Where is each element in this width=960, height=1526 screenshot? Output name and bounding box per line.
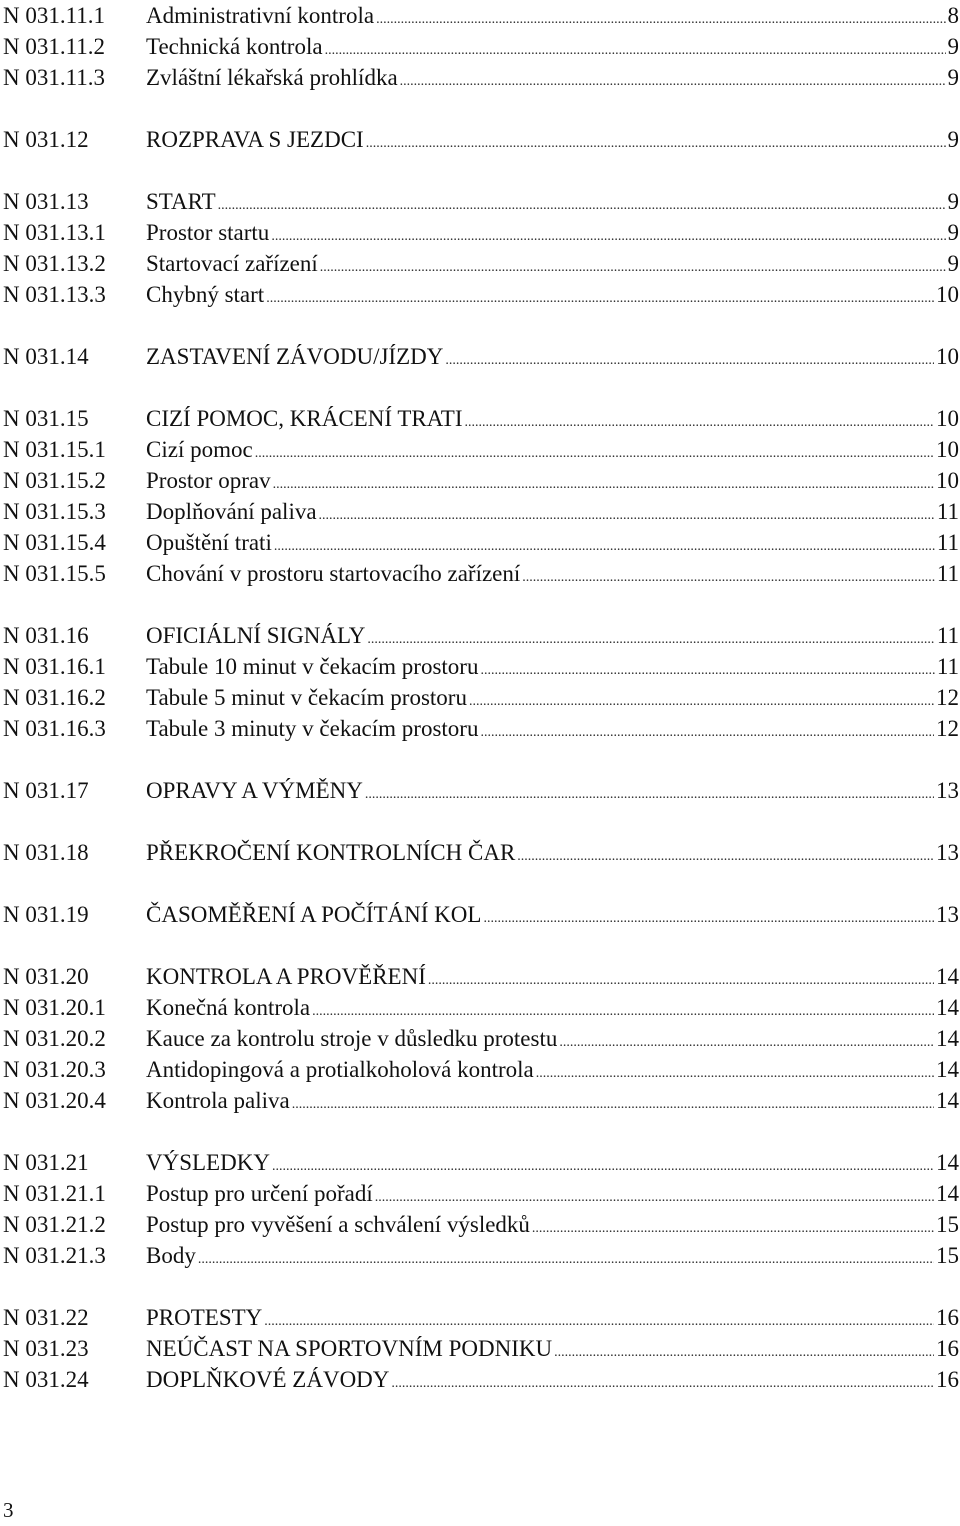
toc-entry-page: 16 bbox=[936, 1305, 959, 1330]
dot-leader bbox=[366, 128, 946, 159]
toc-entry-page: 16 bbox=[936, 1367, 959, 1392]
toc-entry-title: Opuštění trati bbox=[146, 530, 272, 555]
toc-entry-page: 11 bbox=[936, 530, 959, 555]
toc-entry-page: 14 bbox=[936, 1057, 959, 1082]
toc-entry[interactable] bbox=[3, 1364, 959, 1395]
toc-entry-page: 11 bbox=[936, 654, 959, 679]
toc-entry-title: Prostor oprav bbox=[146, 468, 271, 493]
toc-entry-title: PROTESTY bbox=[146, 1305, 263, 1330]
toc-entry-page: 12 bbox=[936, 716, 959, 741]
toc-entry-number: N 031.15.5 bbox=[3, 561, 106, 586]
toc-entry-title: NEÚČAST NA SPORTOVNÍM PODNIKU bbox=[146, 1336, 553, 1361]
toc-entry-title: Tabule 10 minut v čekacím prostoru bbox=[146, 654, 479, 679]
toc-entry-title: Postup pro vyvěšení a schválení výsledků bbox=[146, 1212, 530, 1237]
dot-leader bbox=[517, 841, 934, 872]
toc-entry[interactable] bbox=[3, 527, 959, 558]
toc-entry-title: Konečná kontrola bbox=[146, 995, 311, 1020]
toc-entry-title: PŘEKROČENÍ KONTROLNÍCH ČAR bbox=[146, 840, 516, 865]
toc-entry-title: ZASTAVENÍ ZÁVODU/JÍZDY bbox=[146, 344, 444, 369]
toc-entry-title: Chování v prostoru startovacího zařízení bbox=[146, 561, 521, 586]
toc-entry[interactable] bbox=[3, 496, 959, 527]
toc-group bbox=[3, 0, 959, 93]
toc-entry-title: Administrativní kontrola bbox=[146, 3, 375, 28]
dot-leader bbox=[400, 66, 946, 97]
dot-leader bbox=[536, 1058, 934, 1089]
dot-leader bbox=[445, 345, 934, 376]
toc-entry-page: 14 bbox=[936, 995, 959, 1020]
toc-entry-page: 14 bbox=[936, 1181, 959, 1206]
toc-entry-page: 14 bbox=[936, 1088, 959, 1113]
toc-entry[interactable] bbox=[3, 465, 959, 496]
toc-entry-number: N 031.20.3 bbox=[3, 1057, 106, 1082]
toc-entry-page: 13 bbox=[936, 778, 959, 803]
toc-entry[interactable] bbox=[3, 186, 959, 217]
dot-leader bbox=[428, 965, 934, 996]
toc-entry[interactable] bbox=[3, 899, 959, 930]
toc-entry-title: Doplňování paliva bbox=[146, 499, 317, 524]
toc-entry-number: N 031.15.1 bbox=[3, 437, 106, 462]
toc-entry-number: N 031.11.3 bbox=[3, 65, 106, 90]
toc-entry-page: 9 bbox=[947, 189, 959, 214]
dot-leader bbox=[522, 562, 935, 593]
toc-entry-page: 10 bbox=[936, 344, 959, 369]
toc-entry-title: Cizí pomoc bbox=[146, 437, 253, 462]
toc-entry[interactable] bbox=[3, 62, 959, 93]
toc-entry[interactable] bbox=[3, 1209, 959, 1240]
dot-leader bbox=[483, 903, 934, 934]
toc-entry-number: N 031.24 bbox=[3, 1367, 89, 1392]
toc-entry-number: N 031.13 bbox=[3, 189, 89, 214]
dot-leader bbox=[198, 1244, 934, 1275]
toc-group bbox=[3, 961, 959, 1116]
toc-entry-page: 9 bbox=[947, 34, 959, 59]
toc-entry[interactable] bbox=[3, 0, 959, 31]
toc-entry-number: N 031.18 bbox=[3, 840, 89, 865]
toc-entry-page: 14 bbox=[936, 964, 959, 989]
dot-leader bbox=[480, 655, 934, 686]
toc-entry-number: N 031.20.4 bbox=[3, 1088, 106, 1113]
toc-entry-page: 11 bbox=[936, 561, 959, 586]
toc-entry[interactable] bbox=[3, 992, 959, 1023]
toc-entry-number: N 031.15 bbox=[3, 406, 89, 431]
toc-entry-number: N 031.15.4 bbox=[3, 530, 106, 555]
dot-leader bbox=[320, 252, 946, 283]
toc-entry[interactable] bbox=[3, 248, 959, 279]
dot-leader bbox=[391, 1368, 934, 1399]
toc-entry-number: N 031.19 bbox=[3, 902, 89, 927]
toc-entry-page: 10 bbox=[936, 468, 959, 493]
dot-leader bbox=[218, 190, 946, 221]
toc-entry[interactable] bbox=[3, 341, 959, 372]
dot-leader bbox=[376, 4, 945, 35]
toc-entry-title: OFICIÁLNÍ SIGNÁLY bbox=[146, 623, 366, 648]
toc-entry-number: N 031.11.1 bbox=[3, 3, 106, 28]
toc-entry-title: Kontrola paliva bbox=[146, 1088, 290, 1113]
toc-entry[interactable] bbox=[3, 961, 959, 992]
toc-group bbox=[3, 124, 959, 155]
dot-leader bbox=[292, 1089, 934, 1120]
toc-entry-page: 12 bbox=[936, 685, 959, 710]
toc-entry-number: N 031.15.2 bbox=[3, 468, 106, 493]
toc-entry-title: KONTROLA A PROVĚŘENÍ bbox=[146, 964, 426, 989]
toc-entry-page: 16 bbox=[936, 1336, 959, 1361]
toc-entry-title: Tabule 5 minut v čekacím prostoru bbox=[146, 685, 467, 710]
toc-entry-number: N 031.13.2 bbox=[3, 251, 106, 276]
toc-entry[interactable] bbox=[3, 1147, 959, 1178]
toc-group bbox=[3, 403, 959, 589]
toc-entry-number: N 031.21.1 bbox=[3, 1181, 106, 1206]
toc-entry-number: N 031.22 bbox=[3, 1305, 89, 1330]
toc-entry-number: N 031.13.3 bbox=[3, 282, 106, 307]
toc-entry[interactable] bbox=[3, 1333, 959, 1364]
toc-entry-number: N 031.11.2 bbox=[3, 34, 106, 59]
toc-entry-page: 15 bbox=[936, 1212, 959, 1237]
toc-entry-page: 15 bbox=[936, 1243, 959, 1268]
toc-entry-number: N 031.20 bbox=[3, 964, 89, 989]
toc-entry[interactable] bbox=[3, 1240, 959, 1271]
dot-leader bbox=[480, 717, 934, 748]
toc-entry-title: Body bbox=[146, 1243, 196, 1268]
dot-leader bbox=[325, 35, 946, 66]
toc-entry[interactable] bbox=[3, 1178, 959, 1209]
toc-entry-page: 9 bbox=[947, 65, 959, 90]
toc-entry-title: CIZÍ POMOC, KRÁCENÍ TRATI bbox=[146, 406, 463, 431]
toc-entry[interactable] bbox=[3, 620, 959, 651]
toc-entry[interactable] bbox=[3, 713, 959, 744]
toc-group bbox=[3, 620, 959, 744]
toc-group bbox=[3, 837, 959, 868]
toc-entry-title: START bbox=[146, 189, 216, 214]
toc-entry[interactable] bbox=[3, 837, 959, 868]
toc-entry-title: Postup pro určení pořadí bbox=[146, 1181, 373, 1206]
toc-entry[interactable] bbox=[3, 558, 959, 589]
toc-entry-page: 11 bbox=[936, 499, 959, 524]
toc-entry-page: 9 bbox=[947, 220, 959, 245]
toc-entry[interactable] bbox=[3, 775, 959, 806]
toc-entry-page: 14 bbox=[936, 1150, 959, 1175]
toc-group bbox=[3, 1302, 959, 1395]
toc-entry-page: 10 bbox=[936, 406, 959, 431]
toc-entry-title: Zvláštní lékařská prohlídka bbox=[146, 65, 398, 90]
toc-entry-page: 9 bbox=[947, 251, 959, 276]
toc-entry[interactable] bbox=[3, 1023, 959, 1054]
toc-entry-number: N 031.16.2 bbox=[3, 685, 106, 710]
toc-entry-title: OPRAVY A VÝMĚNY bbox=[146, 778, 363, 803]
toc-entry-page: 9 bbox=[947, 127, 959, 152]
dot-leader bbox=[559, 1027, 934, 1058]
dot-leader bbox=[273, 469, 934, 500]
toc-entry-number: N 031.21 bbox=[3, 1150, 89, 1175]
toc-entry[interactable] bbox=[3, 31, 959, 62]
toc-entry-number: N 031.21.2 bbox=[3, 1212, 106, 1237]
table-of-contents bbox=[3, 0, 959, 1426]
dot-leader bbox=[469, 686, 934, 717]
toc-entry-number: N 031.16.3 bbox=[3, 716, 106, 741]
toc-entry-number: N 031.17 bbox=[3, 778, 89, 803]
dot-leader bbox=[319, 500, 935, 531]
toc-entry-number: N 031.16 bbox=[3, 623, 89, 648]
toc-entry[interactable] bbox=[3, 1054, 959, 1085]
toc-entry-number: N 031.15.3 bbox=[3, 499, 106, 524]
toc-entry-title: VÝSLEDKY bbox=[146, 1150, 270, 1175]
dot-leader bbox=[255, 438, 934, 469]
toc-entry-title: Startovací zařízení bbox=[146, 251, 318, 276]
toc-entry-page: 10 bbox=[936, 437, 959, 462]
toc-entry[interactable] bbox=[3, 217, 959, 248]
toc-entry-title: ROZPRAVA S JEZDCI bbox=[146, 127, 364, 152]
toc-entry-title: Prostor startu bbox=[146, 220, 270, 245]
toc-entry-title: ČASOMĚŘENÍ A POČÍTÁNÍ KOL bbox=[146, 902, 482, 927]
toc-entry[interactable] bbox=[3, 1302, 959, 1333]
dot-leader bbox=[532, 1213, 934, 1244]
toc-entry-number: N 031.20.1 bbox=[3, 995, 106, 1020]
toc-entry[interactable] bbox=[3, 279, 959, 310]
toc-entry[interactable] bbox=[3, 651, 959, 682]
toc-group bbox=[3, 341, 959, 372]
toc-entry-number: N 031.13.1 bbox=[3, 220, 106, 245]
toc-entry-page: 14 bbox=[936, 1026, 959, 1051]
toc-group bbox=[3, 1147, 959, 1271]
toc-entry[interactable] bbox=[3, 434, 959, 465]
toc-entry[interactable] bbox=[3, 403, 959, 434]
toc-entry-page: 8 bbox=[947, 3, 959, 28]
toc-entry-page: 13 bbox=[936, 902, 959, 927]
toc-entry-number: N 031.20.2 bbox=[3, 1026, 106, 1051]
toc-group bbox=[3, 186, 959, 310]
toc-entry-page: 10 bbox=[936, 282, 959, 307]
toc-group bbox=[3, 899, 959, 930]
toc-entry[interactable] bbox=[3, 124, 959, 155]
dot-leader bbox=[271, 221, 945, 252]
dot-leader bbox=[554, 1337, 934, 1368]
toc-entry-page: 13 bbox=[936, 840, 959, 865]
toc-entry-number: N 031.16.1 bbox=[3, 654, 106, 679]
dot-leader bbox=[365, 779, 934, 810]
toc-group bbox=[3, 775, 959, 806]
page-number: 3 bbox=[3, 1498, 14, 1522]
dot-leader bbox=[266, 283, 934, 314]
toc-entry[interactable] bbox=[3, 1085, 959, 1116]
toc-entry-title: Chybný start bbox=[146, 282, 265, 307]
toc-entry-number: N 031.12 bbox=[3, 127, 89, 152]
toc-entry[interactable] bbox=[3, 682, 959, 713]
toc-entry-title: Technická kontrola bbox=[146, 34, 323, 59]
toc-entry-page: 11 bbox=[936, 623, 959, 648]
toc-entry-title: DOPLŇKOVÉ ZÁVODY bbox=[146, 1367, 390, 1392]
dot-leader bbox=[464, 407, 934, 438]
toc-entry-title: Kauce za kontrolu stroje v důsledku protestu bbox=[146, 1026, 558, 1051]
toc-entry-number: N 031.21.3 bbox=[3, 1243, 106, 1268]
toc-entry-number: N 031.14 bbox=[3, 344, 89, 369]
toc-entry-title: Antidopingová a protialkoholová kontrola bbox=[146, 1057, 534, 1082]
toc-entry-title: Tabule 3 minuty v čekacím prostoru bbox=[146, 716, 479, 741]
toc-entry-number: N 031.23 bbox=[3, 1336, 89, 1361]
